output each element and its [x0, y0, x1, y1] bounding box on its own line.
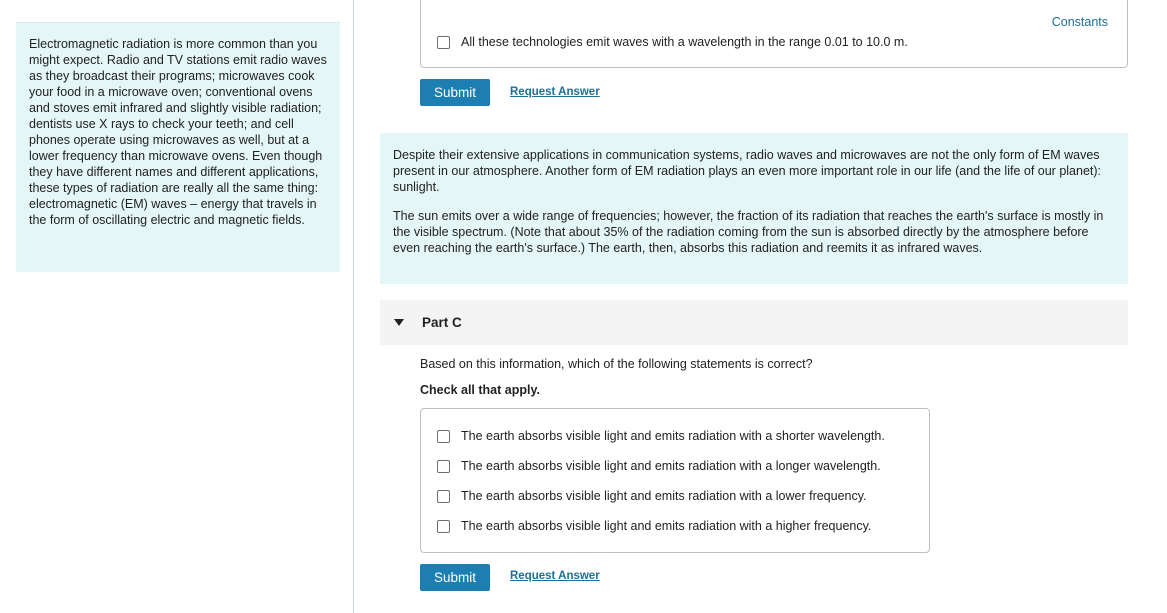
info-panel — [380, 133, 1128, 284]
info-paragraph-1: Despite their extensive applications in communication systems, radio waves and microwaves are not the only form of EM waves present in our atmosphere. Another form of EM radiation plays an even more important role in our life (and the life of our planet): sunlight. — [393, 148, 1102, 194]
part-c-title: Part C — [422, 315, 462, 330]
intro-panel — [16, 22, 340, 272]
part-c-request-answer-link[interactable]: Request Answer — [510, 570, 600, 582]
checkbox[interactable] — [437, 36, 450, 49]
option-label: The earth absorbs visible light and emits radiation with a higher frequency. — [461, 519, 872, 533]
part-b-options-box — [420, 0, 1128, 68]
part-c-option-1[interactable] — [437, 429, 885, 443]
option-label: The earth absorbs visible light and emits radiation with a longer wavelength. — [461, 459, 881, 473]
info-paragraph-2: The sun emits over a wide range of frequencies; however, the fraction of its radiation that reaches the earth's surface is mostly in the visible spectrum. (Note that about 35% of the radiation coming from the sun is absorbed directly by the atmosphere before even reaching the earth's surface.) The earth, then, absorbs this radiation and reemits it as infrared waves. — [393, 209, 1104, 255]
left-pane — [0, 0, 354, 613]
part-b-option[interactable] — [437, 35, 908, 49]
part-b-request-answer-link[interactable]: Request Answer — [510, 86, 600, 98]
checkbox[interactable] — [437, 430, 450, 443]
option-label: The earth absorbs visible light and emits radiation with a shorter wavelength. — [461, 429, 885, 443]
part-c-submit-button[interactable]: Submit — [420, 564, 490, 591]
checkbox[interactable] — [437, 490, 450, 503]
part-c-option-2[interactable] — [437, 459, 881, 473]
collapse-triangle-icon[interactable] — [394, 319, 404, 326]
part-c-header[interactable] — [380, 300, 1128, 345]
right-pane — [354, 0, 1167, 613]
part-c-option-4[interactable] — [437, 519, 871, 533]
option-label: All these technologies emit waves with a wavelength in the range 0.01 to 10.0 m. — [461, 35, 908, 49]
part-c-instruction: Check all that apply. — [420, 383, 540, 397]
part-c-question: Based on this information, which of the following statements is correct? — [420, 357, 813, 371]
checkbox[interactable] — [437, 460, 450, 473]
option-label: The earth absorbs visible light and emits radiation with a lower frequency. — [461, 489, 867, 503]
intro-text: Electromagnetic radiation is more common than you might expect. Radio and TV stations emit radio waves as they broadcast their programs; microwaves cook your food in a microwave oven; conventional ovens and stoves emit infrared and slightly visible radiation; dentists use X rays to check your teeth; and cell phones operate using microwaves as well, but at a lower frequency than microwave ovens. Even though they have different names and different applications, these types of radiation are really all the same thing: electromagnetic (EM) waves – energy that travels in the form of oscillating electric and magnetic fields. — [29, 37, 327, 227]
part-c-option-3[interactable] — [437, 489, 867, 503]
constants-link[interactable]: Constants — [1051, 15, 1108, 29]
checkbox[interactable] — [437, 520, 450, 533]
part-b-submit-button[interactable]: Submit — [420, 79, 490, 106]
part-c-options-box — [420, 408, 930, 553]
